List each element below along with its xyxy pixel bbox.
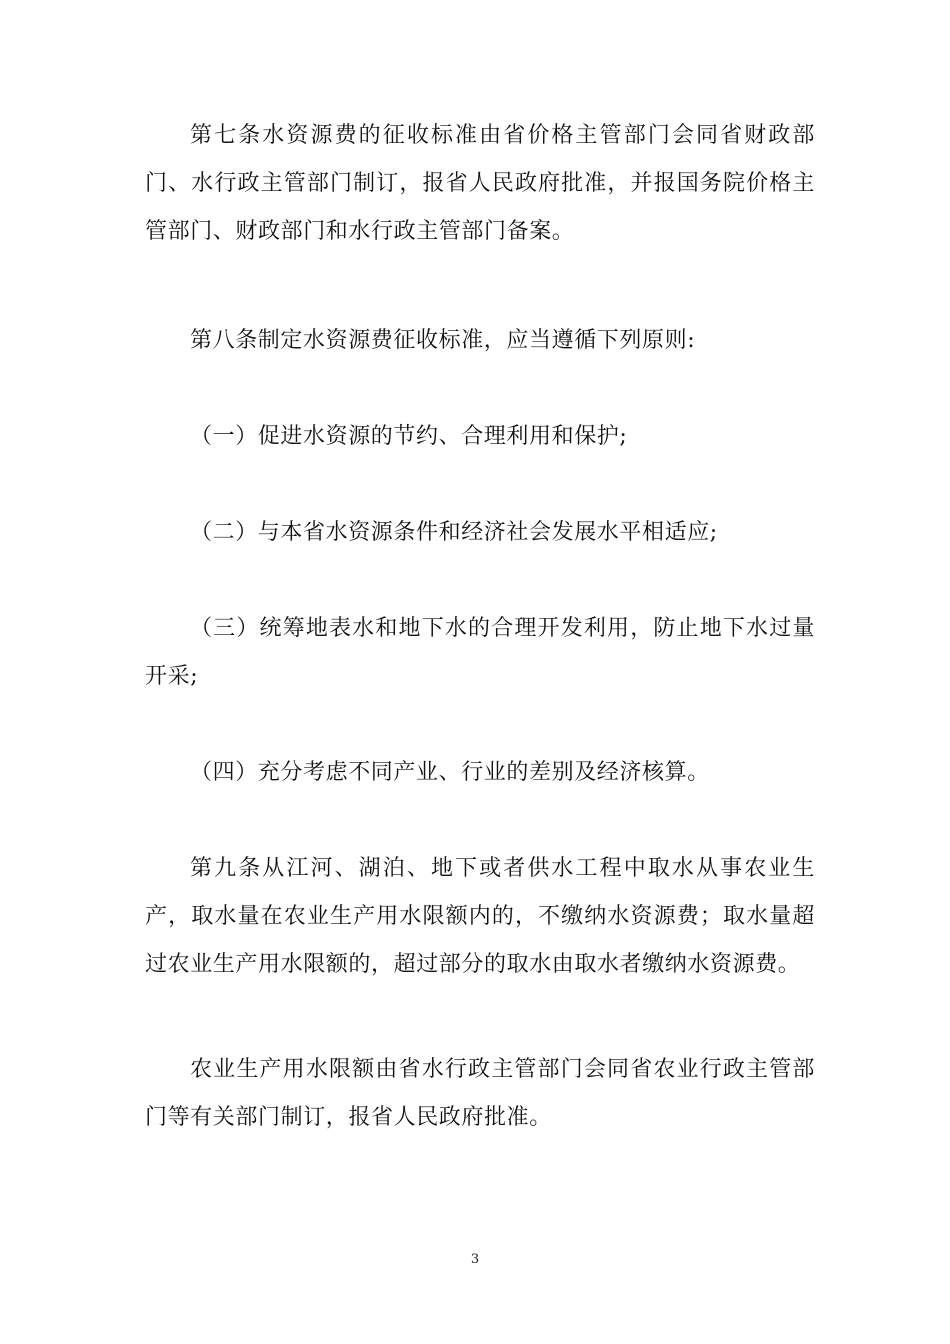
paragraph-principle-2: （二）与本省水资源条件和经济社会发展水平相适应; — [190, 520, 718, 545]
paragraph-article-7: 第七条水资源费的征收标准由省价格主管部门会同省财政部门、水行政主管部门制订，报省人民政府批准，并报国务院价格主管部门、财政部门和水行政主管部门备案。 — [145, 123, 815, 244]
paragraph-principle-3: （三）统筹地表水和地下水的合理开发利用，防止地下水过量开采; — [145, 616, 815, 689]
paragraph-agricultural-limit: 农业生产用水限额由省水行政主管部门会同省农业行政主管部门等有关部门制订，报省人民政府批准。 — [145, 1057, 815, 1130]
page-number: 3 — [470, 1252, 480, 1267]
paragraph-principle-1: （一）促进水资源的节约、合理利用和保护; — [190, 424, 628, 449]
paragraph-article-8: 第八条制定水资源费征收标准，应当遵循下列原则: — [190, 328, 696, 353]
paragraph-principle-4: （四）充分考虑不同产业、行业的差别及经济核算。 — [190, 760, 710, 785]
paragraph-article-9: 第九条从江河、湖泊、地下或者供水工程中取水从事农业生产，取水量在农业生产用水限额内的，不缴纳水资源费；取水量超过农业生产用水限额的，超过部分的取水由取水者缴纳水资源费。 — [145, 856, 815, 977]
